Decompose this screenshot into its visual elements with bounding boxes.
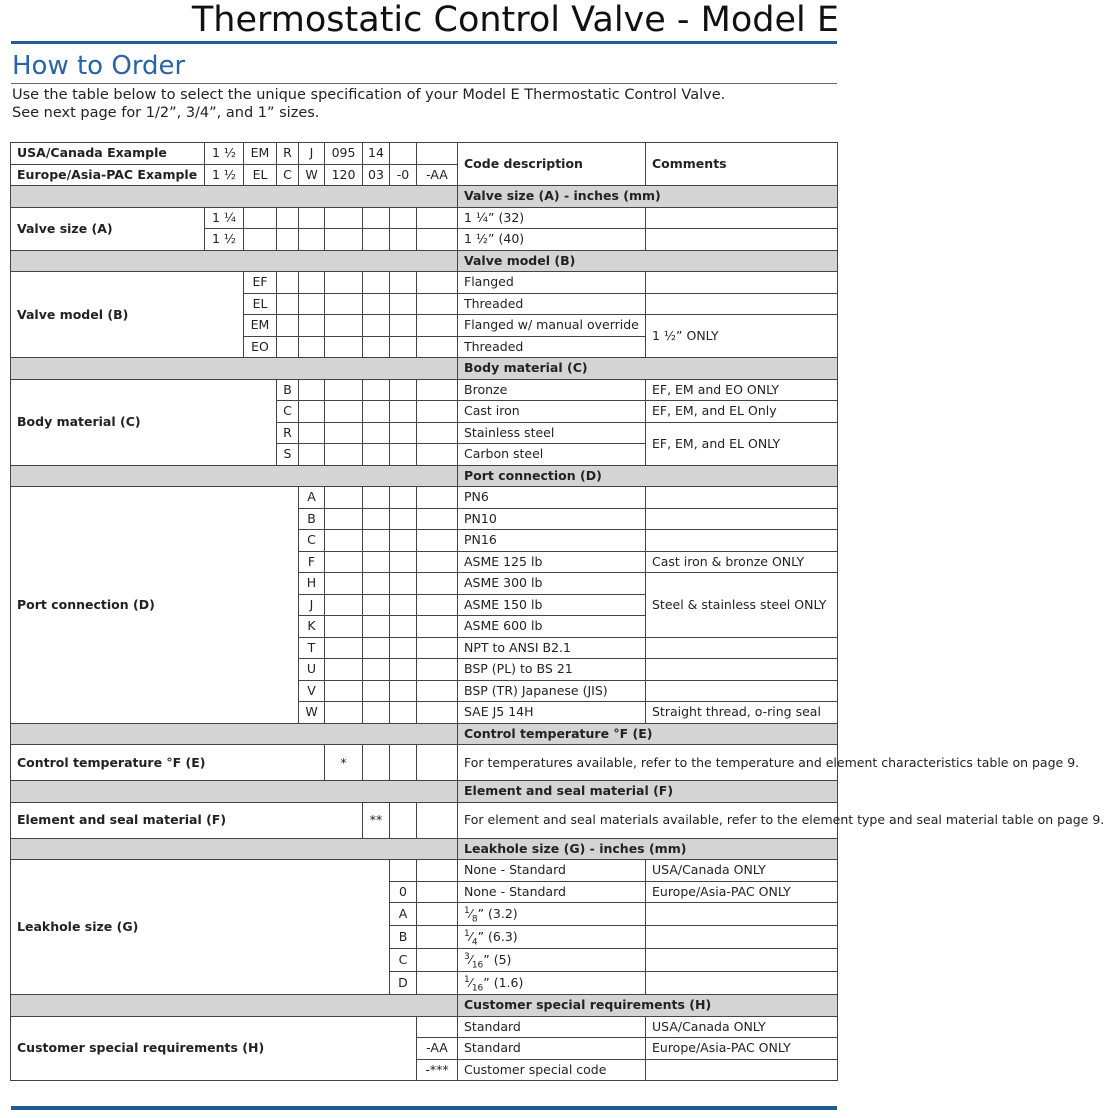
option-comment [646, 207, 838, 229]
intro-line-1: Use the table below to select the unique specification of your Model E Thermostatic Control Valve. [12, 87, 726, 103]
eu-code-c: C [277, 164, 299, 186]
section-band [11, 186, 838, 208]
option-comment: EF, EM and EO ONLY [646, 379, 838, 401]
option-description: $^1⁄_{16}$” (1.6) [458, 972, 646, 995]
option-comment: Steel & stainless steel ONLY [646, 573, 838, 638]
option-code: 1 ½ [205, 229, 244, 251]
option-comment [646, 972, 838, 995]
option-code: EF [244, 272, 277, 294]
option-comment [646, 487, 838, 509]
eu-code-d: W [299, 164, 325, 186]
option-code: 1 ¼ [205, 207, 244, 229]
eu-code-b: EL [244, 164, 277, 186]
band-title: Control temperature °F (E) [458, 723, 838, 745]
band-title: Customer special requirements (H) [458, 995, 838, 1017]
section-band [11, 995, 838, 1017]
band-title: Port connection (D) [458, 465, 838, 487]
option-comment: EF, EM, and EL ONLY [646, 422, 838, 465]
header-row-usa [11, 143, 838, 165]
option-description: PN6 [458, 487, 646, 509]
option-code: C [390, 949, 417, 972]
option-description: Bronze [458, 379, 646, 401]
section-band [11, 358, 838, 380]
section-band [11, 781, 838, 803]
table-row [11, 1016, 838, 1038]
row-label: Valve size (A) [11, 207, 205, 250]
option-code: C [277, 401, 299, 423]
option-description: Customer special code [458, 1059, 646, 1081]
option-description: $^1⁄_8$” (3.2) [458, 903, 646, 926]
option-description: None - Standard [458, 860, 646, 882]
table-row [11, 207, 838, 229]
option-code: 0 [390, 881, 417, 903]
usa-code-a: 1 ½ [205, 143, 244, 165]
option-code: F [299, 551, 325, 573]
usa-code-e: 095 [325, 143, 363, 165]
option-code: K [299, 616, 325, 638]
band-title: Element and seal material (F) [458, 781, 838, 803]
option-description: Standard [458, 1038, 646, 1060]
option-description: ASME 125 lb [458, 551, 646, 573]
option-comment [646, 659, 838, 681]
option-description: For temperatures available, refer to the temperature and element characteristics table on page 9. [458, 745, 838, 781]
row-label: Leakhole size (G) [11, 860, 390, 995]
eu-code-f: 03 [363, 164, 390, 186]
option-description: $^3⁄_{16}$” (5) [458, 949, 646, 972]
option-description: Standard [458, 1016, 646, 1038]
option-code: EL [244, 293, 277, 315]
option-code: B [299, 508, 325, 530]
option-comment: USA/Canada ONLY [646, 1016, 838, 1038]
option-comment [646, 637, 838, 659]
option-comment: Cast iron & bronze ONLY [646, 551, 838, 573]
row-label: Control temperature °F (E) [11, 745, 325, 781]
page-title: Thermostatic Control Valve - Model E [191, 0, 839, 40]
usa-code-f: 14 [363, 143, 390, 165]
option-comment [646, 293, 838, 315]
option-description: For element and seal materials available, refer to the element type and seal material table on page 9. [458, 802, 838, 838]
option-code: T [299, 637, 325, 659]
option-code: R [277, 422, 299, 444]
option-comment: 1 ½” ONLY [646, 315, 838, 358]
option-code: J [299, 594, 325, 616]
option-description: PN16 [458, 530, 646, 552]
option-description: Flanged w/ manual override [458, 315, 646, 337]
table-row [11, 802, 838, 838]
band-title: Valve model (B) [458, 250, 838, 272]
option-description: Stainless steel [458, 422, 646, 444]
row-label: Customer special requirements (H) [11, 1016, 417, 1081]
option-comment: Europe/Asia-PAC ONLY [646, 881, 838, 903]
option-code: S [277, 444, 299, 466]
comments-header: Comments [646, 143, 838, 186]
option-code: U [299, 659, 325, 681]
option-code: ** [363, 802, 390, 838]
option-comment: EF, EM, and EL Only [646, 401, 838, 423]
option-code: * [325, 745, 363, 781]
option-description: SAE J5 14H [458, 702, 646, 724]
option-code: B [277, 379, 299, 401]
option-description: ASME 150 lb [458, 594, 646, 616]
option-code: A [390, 903, 417, 926]
option-comment [646, 926, 838, 949]
eu-example-label: Europe/Asia-PAC Example [11, 164, 205, 186]
option-code [390, 860, 417, 882]
eu-code-g: -0 [390, 164, 417, 186]
table-row [11, 860, 838, 882]
row-label: Port connection (D) [11, 487, 299, 724]
option-description: Cast iron [458, 401, 646, 423]
option-comment: Straight thread, o-ring seal [646, 702, 838, 724]
option-comment [646, 903, 838, 926]
usa-code-g [390, 143, 417, 165]
usa-code-b: EM [244, 143, 277, 165]
band-title: Valve size (A) - inches (mm) [458, 186, 838, 208]
option-code: -AA [417, 1038, 458, 1060]
option-description: ASME 600 lb [458, 616, 646, 638]
section-title: How to Order [12, 51, 186, 81]
option-description: None - Standard [458, 881, 646, 903]
usa-code-h [417, 143, 458, 165]
option-description: BSP (TR) Japanese (JIS) [458, 680, 646, 702]
option-description: NPT to ANSI B2.1 [458, 637, 646, 659]
row-label: Valve model (B) [11, 272, 244, 358]
order-table [10, 142, 1104, 1081]
section-band [11, 723, 838, 745]
section-band [11, 465, 838, 487]
option-comment [646, 508, 838, 530]
option-code [417, 1016, 458, 1038]
option-description: PN10 [458, 508, 646, 530]
table-row [11, 487, 838, 509]
option-description: Carbon steel [458, 444, 646, 466]
option-code: EM [244, 315, 277, 337]
band-title: Body material (C) [458, 358, 838, 380]
option-comment: USA/Canada ONLY [646, 860, 838, 882]
band-title: Leakhole size (G) - inches (mm) [458, 838, 838, 860]
table-row [11, 379, 838, 401]
option-code: -*** [417, 1059, 458, 1081]
option-comment [646, 1059, 838, 1081]
option-comment [646, 949, 838, 972]
footer-rule [11, 1106, 837, 1110]
section-band [11, 838, 838, 860]
option-description: Flanged [458, 272, 646, 294]
usa-example-label: USA/Canada Example [11, 143, 205, 165]
intro-line-2: See next page for 1/2”, 3/4”, and 1” sizes. [12, 105, 320, 121]
eu-code-e: 120 [325, 164, 363, 186]
option-code: A [299, 487, 325, 509]
eu-code-h: -AA [417, 164, 458, 186]
option-code: C [299, 530, 325, 552]
option-comment: Europe/Asia-PAC ONLY [646, 1038, 838, 1060]
option-description: BSP (PL) to BS 21 [458, 659, 646, 681]
table-row [11, 272, 838, 294]
option-description: 1 ½” (40) [458, 229, 646, 251]
option-code: H [299, 573, 325, 595]
option-code: EO [244, 336, 277, 358]
option-code: B [390, 926, 417, 949]
option-description: Threaded [458, 336, 646, 358]
code-description-header: Code description [458, 143, 646, 186]
eu-code-a: 1 ½ [205, 164, 244, 186]
usa-code-d: J [299, 143, 325, 165]
option-comment [646, 530, 838, 552]
option-description: 1 ¼” (32) [458, 207, 646, 229]
option-description: Threaded [458, 293, 646, 315]
row-label: Body material (C) [11, 379, 277, 465]
option-description: ASME 300 lb [458, 573, 646, 595]
section-band [11, 250, 838, 272]
option-code: W [299, 702, 325, 724]
row-label: Element and seal material (F) [11, 802, 363, 838]
option-comment [646, 680, 838, 702]
usa-code-c: R [277, 143, 299, 165]
option-comment [646, 272, 838, 294]
option-code: D [390, 972, 417, 995]
option-description: $^1⁄_4$” (6.3) [458, 926, 646, 949]
option-code: V [299, 680, 325, 702]
title-rule [11, 41, 837, 44]
option-comment [646, 229, 838, 251]
intro-text [12, 86, 725, 122]
table-row [11, 745, 838, 781]
section-rule [11, 83, 837, 84]
